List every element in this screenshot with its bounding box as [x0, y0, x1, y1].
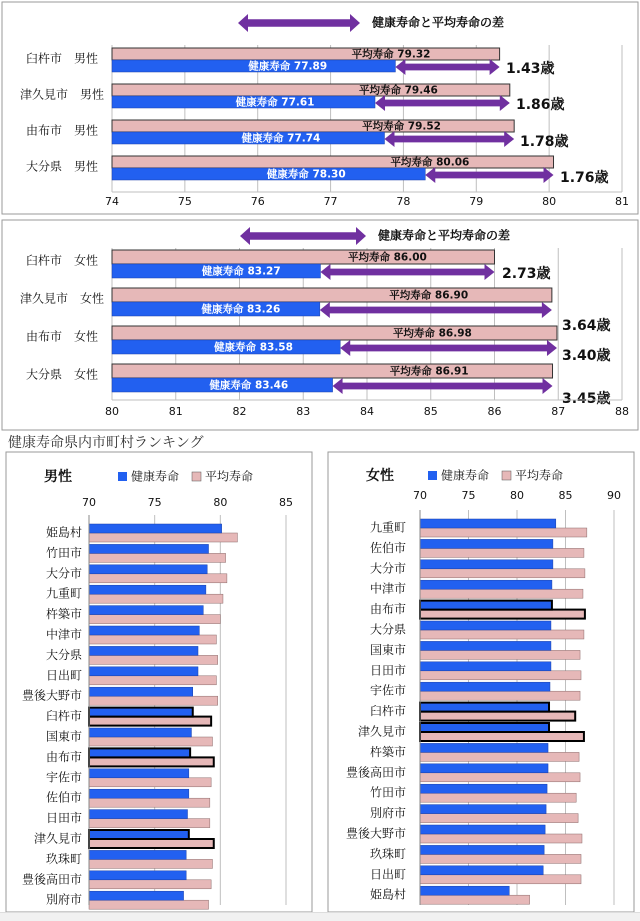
x-tick-label: 79	[469, 195, 484, 208]
average-bar	[89, 615, 220, 624]
legend-label: 平均寿命	[205, 469, 254, 484]
legend-diff-label: 健康寿命と平均寿命の差	[372, 15, 505, 30]
healthy-bar	[89, 606, 203, 615]
healthy-value-label: 健康寿命 83.27	[201, 265, 281, 278]
average-bar	[89, 553, 226, 562]
category-label: 大分市	[45, 566, 82, 581]
average-bar	[89, 839, 214, 848]
healthy-bar	[89, 810, 188, 819]
x-tick-label: 76	[250, 195, 265, 208]
healthy-bar	[420, 805, 546, 814]
average-bar	[420, 548, 584, 557]
x-tick-label: 75	[177, 195, 192, 208]
healthy-bar	[420, 764, 548, 773]
healthy-bar	[420, 539, 553, 548]
healthy-bar	[420, 703, 549, 712]
category-label: 豊後高田市	[21, 872, 82, 887]
x-tick-label: 84	[360, 405, 374, 418]
category-label: 津久見市 女性	[19, 291, 105, 306]
x-tick-label: 81	[615, 195, 629, 208]
average-bar	[112, 156, 554, 168]
average-bar	[89, 778, 211, 787]
healthy-bar	[89, 708, 193, 717]
average-bar	[89, 717, 211, 726]
average-bar	[89, 798, 210, 807]
average-bar	[89, 635, 216, 644]
healthy-bar	[420, 560, 553, 569]
healthy-bar	[89, 850, 186, 859]
average-bar	[420, 895, 530, 904]
average-bar	[89, 574, 227, 583]
category-label: 大分県	[369, 622, 406, 637]
category-label: 日出町	[369, 867, 406, 882]
category-label: 玖珠町	[369, 846, 406, 861]
category-label: 津久見市	[33, 831, 82, 846]
x-tick-label: 85	[558, 489, 573, 502]
average-bar	[420, 569, 585, 578]
healthy-bar	[420, 580, 552, 589]
average-bar	[89, 819, 210, 828]
average-bar	[89, 655, 218, 664]
legend-label: 平均寿命	[515, 468, 564, 483]
healthy-bar	[89, 544, 209, 553]
x-tick-label: 80	[510, 489, 524, 502]
healthy-bar	[89, 769, 189, 778]
average-bar	[112, 250, 495, 264]
category-label: 大分県 男性	[25, 159, 99, 174]
average-bar	[420, 610, 585, 619]
average-bar	[112, 364, 553, 378]
difference-label: 3.45歳	[562, 391, 611, 407]
x-tick-label: 81	[168, 405, 183, 418]
category-label: 国東市	[45, 729, 82, 744]
x-tick-label: 77	[323, 195, 338, 208]
average-bar	[112, 288, 552, 302]
category-label: 日田市	[45, 811, 82, 826]
x-tick-label: 75	[461, 489, 476, 502]
average-bar	[420, 732, 584, 741]
category-label: 日出町	[45, 668, 82, 683]
ranking-title: 女性	[366, 468, 394, 484]
difference-label: 3.40歳	[562, 348, 611, 364]
healthy-value-label: 健康寿命 83.26	[201, 303, 281, 316]
category-label: 日田市	[369, 663, 406, 678]
healthy-bar	[89, 524, 222, 533]
healthy-bar	[420, 743, 548, 752]
category-label: 豊後大野市	[345, 826, 406, 841]
average-bar	[420, 691, 580, 700]
category-label: 宇佐市	[369, 683, 406, 698]
category-label: 津久見市 男性	[19, 87, 105, 102]
category-label: 国東市	[369, 642, 406, 657]
x-tick-label: 70	[82, 496, 96, 509]
x-tick-label: 83	[296, 405, 311, 418]
x-tick-label: 80	[542, 195, 557, 208]
healthy-bar	[89, 585, 206, 594]
healthy-bar	[420, 825, 545, 834]
average-bar	[112, 326, 557, 340]
legend-swatch-average	[192, 472, 201, 481]
average-bar	[420, 875, 581, 884]
healthy-value-label: 健康寿命 78.30	[266, 168, 346, 181]
category-label: 姫島村	[369, 887, 406, 902]
category-label: 杵築市	[369, 744, 406, 759]
healthy-value-label: 健康寿命 77.74	[241, 132, 321, 145]
average-bar	[89, 737, 212, 746]
category-label: 臼杵市	[45, 709, 82, 724]
ranking-subtitle: 健康寿命県内市町村ランキング	[8, 435, 204, 451]
healthy-bar	[420, 662, 551, 671]
average-bar	[420, 793, 576, 802]
healthy-bar	[420, 866, 543, 875]
category-label: 中津市	[369, 581, 406, 596]
legend-swatch-average	[502, 471, 511, 480]
category-label: 佐伯市	[45, 790, 82, 805]
average-bar	[420, 814, 578, 823]
healthy-bar	[89, 871, 186, 880]
healthy-bar	[420, 845, 544, 854]
average-bar	[420, 528, 587, 537]
average-value-label: 平均寿命 86.90	[389, 289, 469, 302]
category-label: 中津市	[45, 627, 82, 642]
average-bar	[420, 854, 581, 863]
average-bar	[89, 880, 211, 889]
category-label: 玖珠町	[45, 851, 82, 866]
average-bar	[112, 48, 500, 60]
average-bar	[420, 630, 584, 639]
healthy-value-label: 健康寿命 77.61	[235, 96, 315, 109]
legend-label: 健康寿命	[441, 468, 490, 483]
healthy-bar	[89, 891, 184, 900]
category-label: 臼杵市 女性	[25, 253, 99, 268]
healthy-bar	[89, 646, 198, 655]
legend-label: 健康寿命	[131, 469, 180, 484]
category-label: 臼杵市 男性	[25, 51, 99, 66]
average-bar	[420, 834, 582, 843]
category-label: 杵築市	[45, 607, 82, 622]
average-bar	[420, 650, 580, 659]
category-label: 豊後大野市	[21, 688, 82, 703]
category-label: 大分県 女性	[25, 367, 99, 382]
healthy-bar	[420, 621, 551, 630]
healthy-bar	[420, 723, 549, 732]
category-label: 別府市	[45, 892, 82, 907]
x-tick-label: 86	[487, 405, 502, 418]
category-label: 九重町	[369, 520, 406, 535]
x-tick-label: 70	[413, 489, 427, 502]
category-label: 由布市	[369, 602, 406, 617]
x-tick-label: 90	[607, 489, 621, 502]
healthy-bar	[89, 830, 189, 839]
x-tick-label: 74	[105, 195, 119, 208]
average-value-label: 平均寿命 86.91	[389, 365, 469, 378]
healthy-bar	[89, 687, 193, 696]
average-value-label: 平均寿命 80.06	[390, 156, 470, 169]
category-label: 別府市	[369, 806, 406, 821]
category-label: 由布市	[45, 749, 82, 764]
average-bar	[420, 712, 575, 721]
average-bar	[89, 676, 216, 685]
average-bar	[89, 900, 209, 909]
healthy-bar	[89, 789, 189, 798]
average-bar	[112, 84, 510, 96]
category-label: 竹田市	[369, 785, 406, 800]
category-label: 九重町	[45, 586, 82, 601]
average-bar	[89, 757, 214, 766]
average-value-label: 平均寿命 79.32	[351, 48, 431, 61]
category-label: 大分県	[45, 647, 82, 662]
average-value-label: 平均寿命 86.98	[392, 327, 472, 340]
healthy-bar	[89, 748, 190, 757]
average-bar	[420, 773, 580, 782]
average-value-label: 平均寿命 79.46	[358, 84, 438, 97]
healthy-bar	[89, 667, 198, 676]
average-bar	[89, 594, 223, 603]
average-bar	[420, 589, 583, 598]
average-bar	[89, 533, 237, 542]
x-tick-label: 80	[213, 496, 228, 509]
x-tick-label: 80	[105, 405, 119, 418]
category-label: 津久見市	[357, 724, 406, 739]
average-bar	[420, 752, 579, 761]
difference-label: 1.86歳	[516, 97, 565, 113]
healthy-bar	[420, 641, 551, 650]
x-tick-label: 85	[279, 496, 293, 509]
healthy-bar	[89, 728, 191, 737]
average-bar	[420, 671, 581, 680]
healthy-bar	[420, 682, 550, 691]
difference-label: 2.73歳	[502, 266, 551, 282]
legend-swatch-healthy	[428, 471, 437, 480]
healthy-bar	[420, 601, 552, 610]
difference-label: 1.43歳	[506, 61, 555, 77]
healthy-bar	[420, 519, 556, 528]
category-label: 大分市	[369, 561, 406, 576]
category-label: 宇佐市	[45, 770, 82, 785]
x-tick-label: 75	[147, 496, 162, 509]
x-tick-label: 85	[423, 405, 438, 418]
difference-label: 3.64歳	[562, 318, 611, 334]
average-value-label: 平均寿命 86.00	[347, 251, 427, 264]
category-label: 姫島村	[45, 525, 82, 540]
healthy-value-label: 健康寿命 77.89	[248, 60, 328, 73]
category-label: 竹田市	[45, 545, 82, 560]
healthy-bar	[89, 626, 199, 635]
category-label: 佐伯市	[369, 540, 406, 555]
x-tick-label: 88	[615, 405, 629, 418]
healthy-value-label: 健康寿命 83.58	[214, 341, 293, 354]
category-label: 豊後高田市	[345, 765, 406, 780]
x-tick-label: 87	[551, 405, 566, 418]
difference-label: 1.76歳	[560, 170, 609, 186]
x-tick-label: 78	[396, 195, 411, 208]
healthy-value-label: 健康寿命 83.46	[209, 379, 289, 392]
legend-diff-label: 健康寿命と平均寿命の差	[378, 228, 511, 243]
x-tick-label: 82	[232, 405, 247, 418]
average-bar	[89, 696, 218, 705]
average-value-label: 平均寿命 79.52	[362, 120, 442, 133]
legend-swatch-healthy	[118, 472, 127, 481]
category-label: 由布市 女性	[25, 329, 99, 344]
healthy-bar	[420, 784, 547, 793]
healthy-bar	[420, 886, 509, 895]
category-label: 由布市 男性	[25, 123, 99, 138]
difference-label: 1.78歳	[520, 134, 569, 150]
average-bar	[112, 120, 514, 132]
ranking-title: 男性	[44, 469, 72, 485]
healthy-bar	[89, 565, 207, 574]
average-bar	[89, 859, 212, 868]
category-label: 臼杵市	[369, 704, 406, 719]
